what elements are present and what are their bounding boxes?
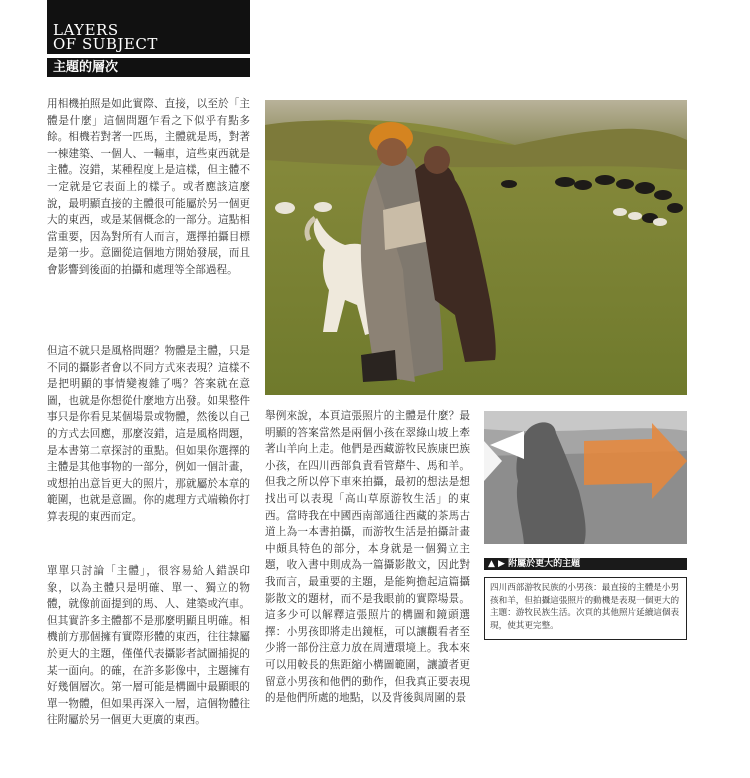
body-paragraph-4: 舉例來說，本頁這張照片的主體是什麼？最明顯的答案當然是兩個小孩在翠綠山坡上牽著山羊向上走。他們是西藏游牧民族康巴族小孩，在四川西部負責看管犛牛、馬和羊。但我之所以停下車來拍攝，最初的想法是想找出可以表現「高山草原游牧生活」的東西。當時我在中國西南部通往西藏的茶馬古道上為一本書拍攝，而游牧生活是拍攝計畫中頗具特色的部分，本身就是一個獨立主題，收入書中則成為一篇攝影散文，因此對我而言，最重要的主題，是能夠擔起這篇攝影散文的題材，而不是我眼前的實際場景。這多少可以解釋這張照片的構圖和鏡頭選擇：小男孩即將走出鏡框，可以讓觀看者至少將一部份注意力放在周遭環境上。我本來可以用較長的焦距縮小構圖範圍，讓讀者更留意小男孩和他們的動作，但我真正要表現的是他們所處的地點，以及背後與周圍的景 bbox=[265, 410, 470, 705]
section-header bbox=[47, 0, 250, 54]
diagram-illustration bbox=[484, 411, 687, 544]
caption-body: 四川西部游牧民族的小男孩：最直接的主體是小男孩和羊，但拍攝這張照片的動機是表現一個更大的主題：游牧民族生活。次頁的其他照片延續這個表現，使其更完整。 bbox=[484, 577, 687, 640]
body-paragraph-2: 但這不就只是風格問題？物體是主體，只是不同的攝影者會以不同方式來表現？這樣不是把明顯的事情變複雜了嗎？答案就在意圖，也就是你想從什麼地方出發。如果整件事只是你看見某個場景或物體，然後以自己的方式去回應，那麼沒錯，這是風格問題，是本書第二章探討的重點。但如果你選擇的主體是其他事物的一部分，例如一個計畫，或想拍出意旨更大的照片，那就屬於本章的範圍，也就是意圖。你的處理方式端賴你打算表現的東西而定。 bbox=[47, 345, 250, 523]
main-photo bbox=[265, 100, 687, 395]
subject-diagram bbox=[484, 411, 687, 544]
caption-title: ▲ ▶ 附屬於更大的主題 bbox=[484, 558, 687, 570]
body-paragraph-3: 單單只討論「主體」，很容易給人錯誤印象，以為主體只是明確、單一、獨立的物體，就像前面提到的馬、人、建築或汽車。但其實許多主體都不是那麼明顯且明確。相機前方那個擁有實際形體的東西，往往隸屬於更大的主題，僅僅代表攝影者試圖捕捉的某一面向。的確，在許多影像中，主題擁有好幾個層次。第一層可能是構圖中最顯眼的單一物體，但如果再深入一層，這個物體往往附屬於另一個更大更廣的東西。 bbox=[47, 565, 250, 727]
photo-illustration bbox=[265, 100, 687, 395]
body-paragraph-1: 用相機拍照是如此實際、直接，以至於「主體是什麼」這個問題乍看之下似乎有點多餘。相機若對著一匹馬，主體就是馬，對著一棟建築、一個人、一輛車，這些東西就是主體。沒錯，某種程度上是這樣，但主體不一定就是它表面上的樣子。或者應該這麼說，最明顯直接的主體很可能屬於另一個更大的東西，或是某個概念的一部分。這點相當重要，因為對所有人而言，選擇拍攝目標是第一步。意圖從這個地方開始發展，而且會影響到後面的拍攝和處理等全部過程。 bbox=[47, 98, 250, 276]
header-title-zh: 主題的層次 bbox=[47, 58, 250, 77]
header-title-en: LAYERS OF SUBJECT bbox=[53, 21, 158, 53]
